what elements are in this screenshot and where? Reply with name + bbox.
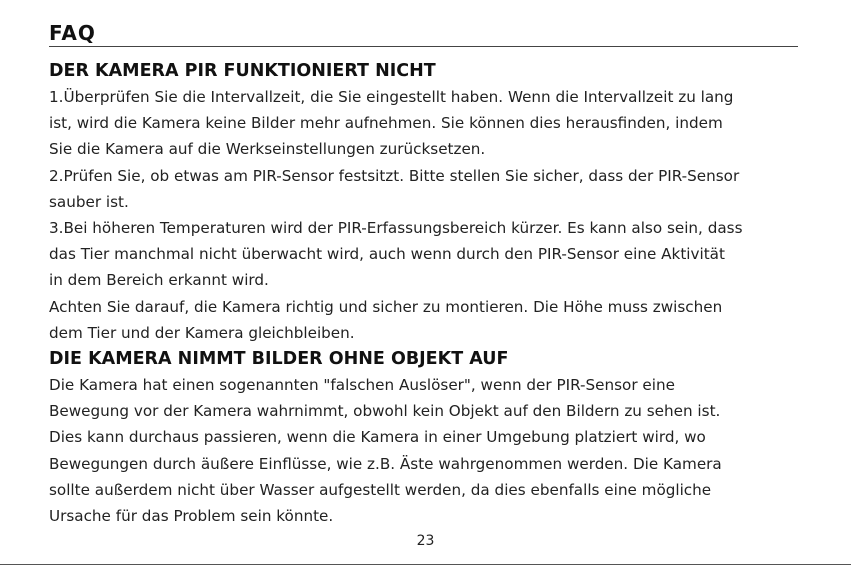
text-line: Die Kamera hat einen sogenannten "falschen Auslöser", wenn der PIR-Sensor eine xyxy=(49,376,675,395)
text-line: Achten Sie darauf, die Kamera richtig und sicher zu montieren. Die Höhe muss zwischen xyxy=(49,297,723,316)
faq-paragraph xyxy=(49,294,809,346)
text-line: sauber ist. xyxy=(49,192,129,211)
text-line: dem Tier und der Kamera gleichbleiben. xyxy=(49,323,355,342)
text-line: sollte außerdem nicht über Wasser aufgestellt werden, da dies ebenfalls eine mögliche xyxy=(49,480,712,499)
text-line: 2.Prüfen Sie, ob etwas am PIR-Sensor festsitzt. Bitte stellen Sie sicher, dass der PIR-Sensor xyxy=(49,166,740,185)
faq-section-pir xyxy=(49,58,809,346)
page-title: FAQ xyxy=(49,21,96,45)
text-line: das Tier manchmal nicht überwacht wird, auch wenn durch den PIR-Sensor eine Aktivität xyxy=(49,245,725,264)
text-line: in dem Bereich erkannt wird. xyxy=(49,271,269,290)
text-line: Dies kann durchaus passieren, wenn die Kamera in einer Umgebung platziert wird, wo xyxy=(49,428,706,447)
page-number: 23 xyxy=(416,533,435,549)
faq-paragraph xyxy=(49,215,809,294)
text-line: Ursache für das Problem sein könnte. xyxy=(49,507,334,526)
faq-section-false-trigger xyxy=(49,346,809,529)
text-line: ist, wird die Kamera keine Bilder mehr aufnehmen. Sie können dies herausfinden, indem xyxy=(49,114,723,133)
text-line: 3.Bei höheren Temperaturen wird der PIR-Erfassungsbereich kürzer. Es kann also sein, dass xyxy=(49,219,743,238)
faq-content xyxy=(49,58,809,529)
faq-paragraph xyxy=(49,84,809,163)
faq-paragraph xyxy=(49,372,809,529)
section-heading: DER KAMERA PIR FUNKTIONIERT NICHT xyxy=(49,61,436,81)
text-line: Bewegungen durch äußere Einflüsse, wie z.B. Äste wahrgenommen werden. Die Kamera xyxy=(49,454,722,473)
text-line: Sie die Kamera auf die Werkseinstellungen zurücksetzen. xyxy=(49,140,486,159)
section-heading: DIE KAMERA NIMMT BILDER OHNE OBJEKT AUF xyxy=(49,349,509,370)
title-divider xyxy=(49,46,798,47)
text-line: Bewegung vor der Kamera wahrnimmt, obwohl kein Objekt auf den Bildern zu sehen ist. xyxy=(49,402,721,421)
bottom-divider xyxy=(0,564,851,565)
text-line: 1.Überprüfen Sie die Intervallzeit, die Sie eingestellt haben. Wenn die Intervallzeit zu lang xyxy=(49,88,734,106)
faq-paragraph xyxy=(49,163,809,215)
